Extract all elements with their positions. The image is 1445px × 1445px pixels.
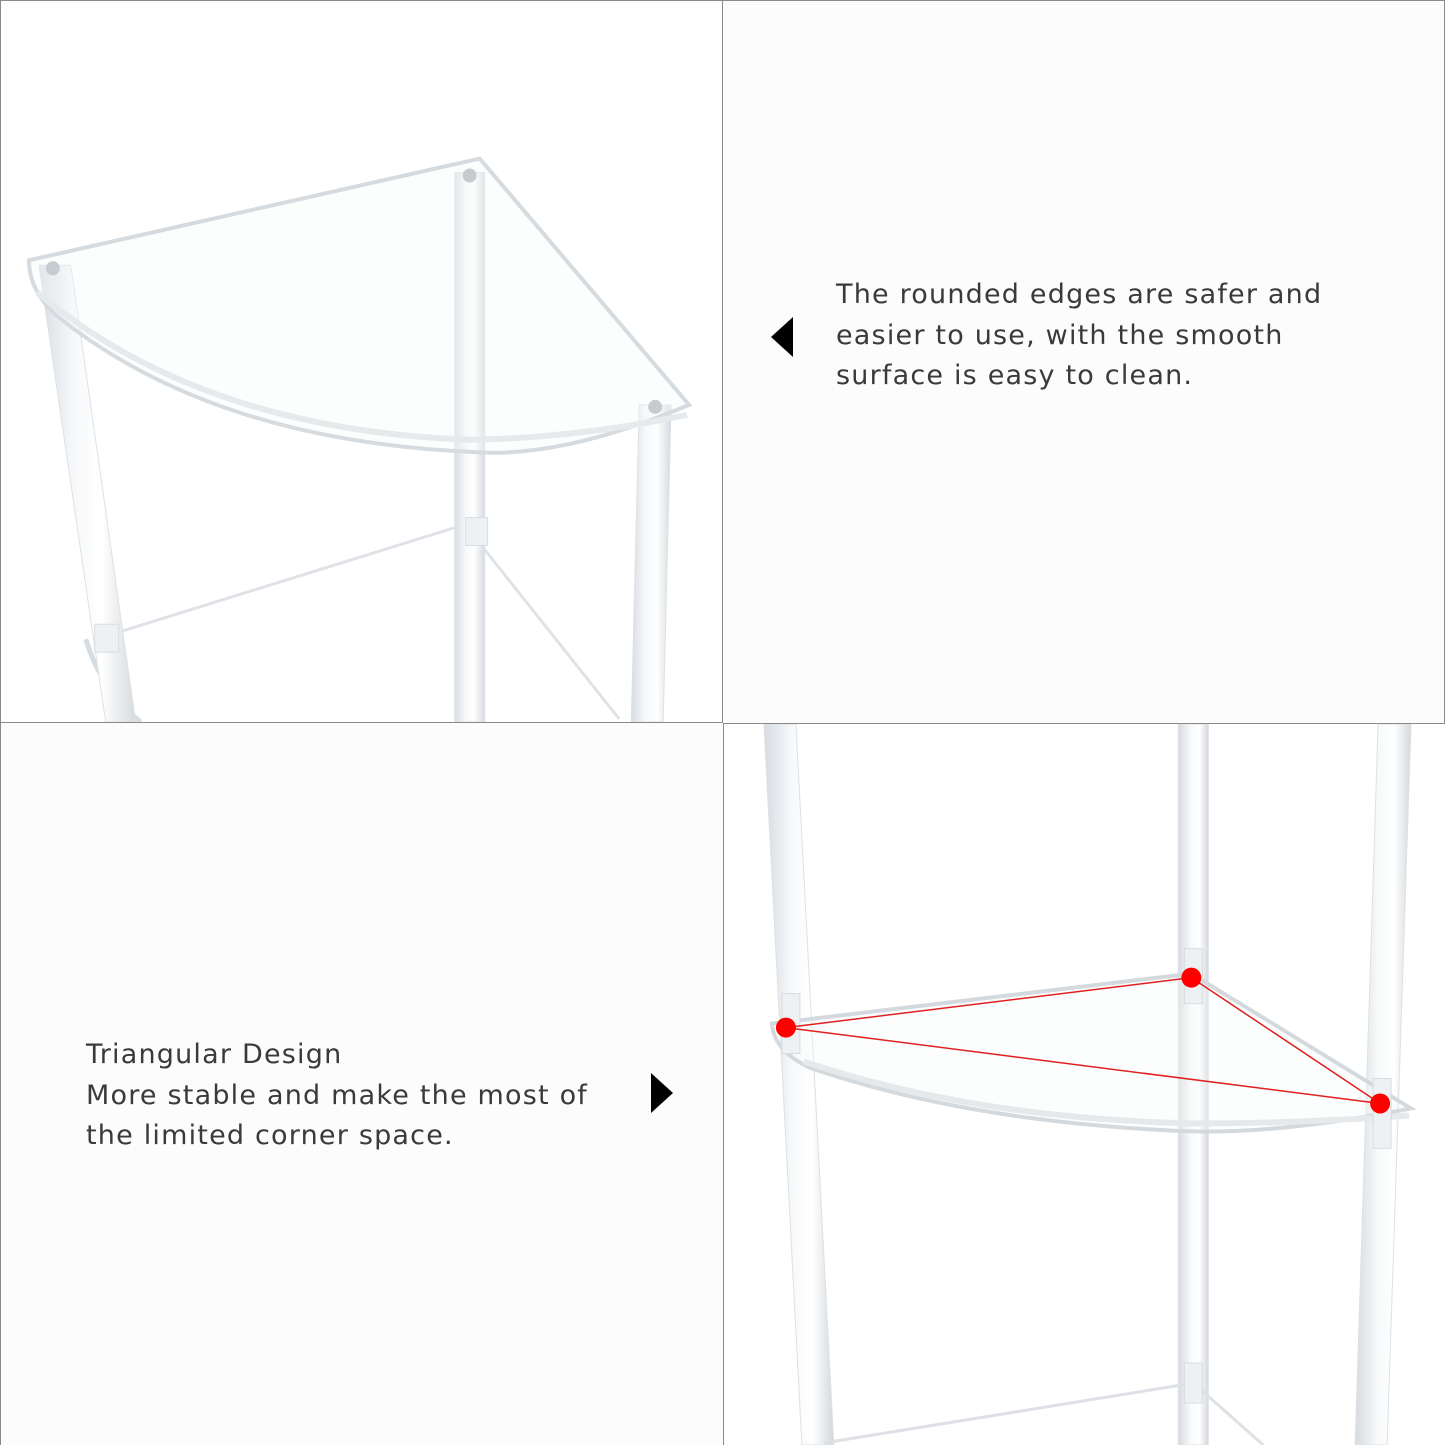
red-dot-icon bbox=[1181, 968, 1201, 988]
rounded-edges-caption-panel bbox=[723, 0, 1445, 723]
rounded-edges-description bbox=[836, 275, 1322, 397]
acrylic-shelf-top-illustration bbox=[1, 1, 722, 722]
triangle-right-icon bbox=[651, 1073, 673, 1113]
caption-line: More stable and make the most of bbox=[86, 1079, 589, 1111]
triangular-design-caption-panel bbox=[0, 723, 723, 1445]
photo-rounded-edge-closeup bbox=[0, 0, 723, 723]
red-dot-icon bbox=[1370, 1093, 1390, 1113]
acrylic-shelf-triangle-illustration bbox=[724, 724, 1445, 1445]
caption-line: The rounded edges are safer and bbox=[836, 279, 1323, 310]
caption-line: the limited corner space. bbox=[86, 1120, 454, 1151]
caption-title: Triangular Design bbox=[86, 1039, 343, 1070]
caption-line: easier to use, with the smooth bbox=[836, 319, 1284, 351]
photo-triangular-structure bbox=[723, 723, 1445, 1445]
triangle-left-icon bbox=[771, 317, 793, 357]
red-dot-icon bbox=[776, 1018, 796, 1038]
caption-line: surface is easy to clean. bbox=[836, 360, 1194, 391]
triangular-design-description bbox=[86, 1035, 588, 1157]
